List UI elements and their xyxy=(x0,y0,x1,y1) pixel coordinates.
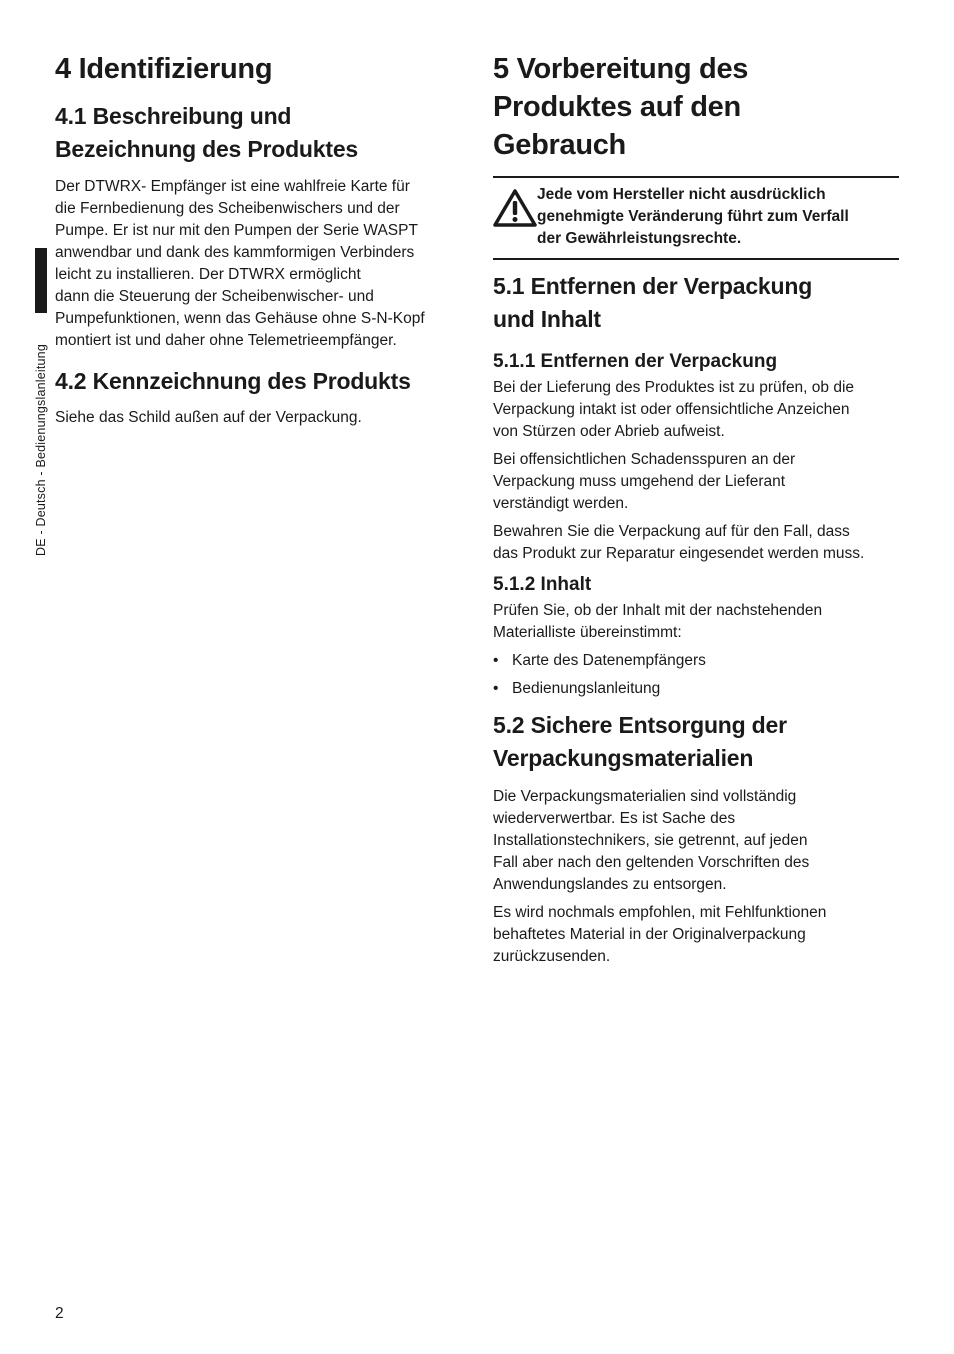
title-line: Gebrauch xyxy=(493,129,626,161)
text-line: Bei der Lieferung des Produktes ist zu prüfen, ob die xyxy=(493,379,855,396)
list-item xyxy=(493,678,899,700)
text-line: zurückzusenden. xyxy=(493,948,611,965)
section-5-2-paragraph-1 xyxy=(493,786,899,896)
list-item xyxy=(493,650,899,672)
section-5-2-paragraph-2 xyxy=(493,902,899,968)
text-line: Anwendungslandes zu entsorgen. xyxy=(493,876,727,893)
text-line: Bei offensichtlichen Schadensspuren an der xyxy=(493,451,796,468)
text-line: Bewahren Sie die Verpackung auf für den Fall, dass xyxy=(493,523,850,540)
section-5-1-1-paragraph-3 xyxy=(493,521,899,565)
section-5-1-title xyxy=(493,270,899,336)
warning-icon xyxy=(493,184,537,233)
text-line: Pumpe. Er ist nur mit den Pumpen der Serie WASPT xyxy=(55,222,418,239)
text-line: Pumpefunktionen, wenn das Gehäuse ohne S-N-Kopf xyxy=(55,310,425,327)
section-4-title: 4 Identifizierung xyxy=(55,53,273,85)
text-line: anwendbar und dank des kammformigen Verbinders xyxy=(55,244,415,261)
text-line: Es wird nochmals empfohlen, mit Fehlfunktionen xyxy=(493,904,827,921)
section-5-1-1-paragraph-1 xyxy=(493,377,899,443)
text-line: der Gewährleistungsrechte. xyxy=(537,230,742,247)
left-column xyxy=(55,48,463,429)
title-line: Produktes auf den xyxy=(493,91,741,123)
text-line: Materialliste übereinstimmt: xyxy=(493,624,682,641)
title-line: 5.1 Entfernen der Verpackung xyxy=(493,273,813,299)
warning-box xyxy=(493,176,899,260)
bullet: • xyxy=(493,652,499,669)
text-line: dann die Steuerung der Scheibenwischer- und xyxy=(55,288,374,305)
section-4-1-title-line-2: Bezeichnung des Produktes xyxy=(55,136,359,162)
text-line: Die Verpackungsmaterialien sind vollständig xyxy=(493,788,797,805)
text-line: von Stürzen oder Abrieb aufweist. xyxy=(493,423,725,440)
page-number: 2 xyxy=(55,1305,64,1322)
text-line: verständigt werden. xyxy=(493,495,629,512)
text-line: Verpackung intakt ist oder offensichtliche Anzeichen xyxy=(493,401,850,418)
text-line: das Produkt zur Reparatur eingesendet werden muss. xyxy=(493,545,865,562)
warning-text xyxy=(537,184,849,250)
text-line: Installationstechnikers, sie getrennt, auf jeden xyxy=(493,832,808,849)
section-5-1-2-intro xyxy=(493,600,899,644)
section-4-1-title xyxy=(55,100,463,166)
list-item-text: Karte des Datenempfängers xyxy=(512,652,706,669)
title-line: 5 Vorbereitung des xyxy=(493,53,749,85)
text-line: wiederverwertbar. Es ist Sache des xyxy=(493,810,736,827)
section-5-1-1-title: 5.1.1 Entfernen der Verpackung xyxy=(493,351,778,372)
section-4-2-text: Siehe das Schild außen auf der Verpackung. xyxy=(55,409,362,426)
text-line: Prüfen Sie, ob der Inhalt mit der nachstehenden xyxy=(493,602,823,619)
section-5-1-2-title: 5.1.2 Inhalt xyxy=(493,574,592,595)
text-line: Jede vom Hersteller nicht ausdrücklich xyxy=(537,186,826,203)
section-5-title xyxy=(493,50,899,164)
text-line: Verpackung muss umgehend der Lieferant xyxy=(493,473,786,490)
text-line: genehmigte Veränderung führt zum Verfall xyxy=(537,208,849,225)
section-4-2-title: 4.2 Kennzeichnung des Produkts xyxy=(55,368,411,394)
text-line: die Fernbedienung des Scheibenwischers und der xyxy=(55,200,400,217)
sidebar-label: DE - Deutsch - Bedienungslanleitung xyxy=(34,344,48,556)
contents-list xyxy=(493,650,899,700)
text-line: Fall aber nach den geltenden Vorschriften des xyxy=(493,854,810,871)
section-5-2-title xyxy=(493,709,899,775)
bullet: • xyxy=(493,680,499,697)
title-line: 5.2 Sichere Entsorgung der xyxy=(493,712,787,738)
right-column xyxy=(493,48,899,968)
section-4-1-title-line-1: 4.1 Beschreibung und xyxy=(55,103,292,129)
section-5-1-1-paragraph-2 xyxy=(493,449,899,515)
title-line: Verpackungsmaterialien xyxy=(493,745,754,771)
title-line: und Inhalt xyxy=(493,306,601,332)
text-line: montiert ist und daher ohne Telemetrieempfänger. xyxy=(55,332,397,349)
text-line: leicht zu installieren. Der DTWRX ermöglicht xyxy=(55,266,361,283)
list-item-text: Bedienungslanleitung xyxy=(512,680,661,697)
text-line: Der DTWRX- Empfänger ist eine wahlfreie Karte für xyxy=(55,178,410,195)
sidebar-marker xyxy=(35,248,47,313)
text-line: behaftetes Material in der Originalverpackung xyxy=(493,926,806,943)
section-4-1-text xyxy=(55,176,463,352)
